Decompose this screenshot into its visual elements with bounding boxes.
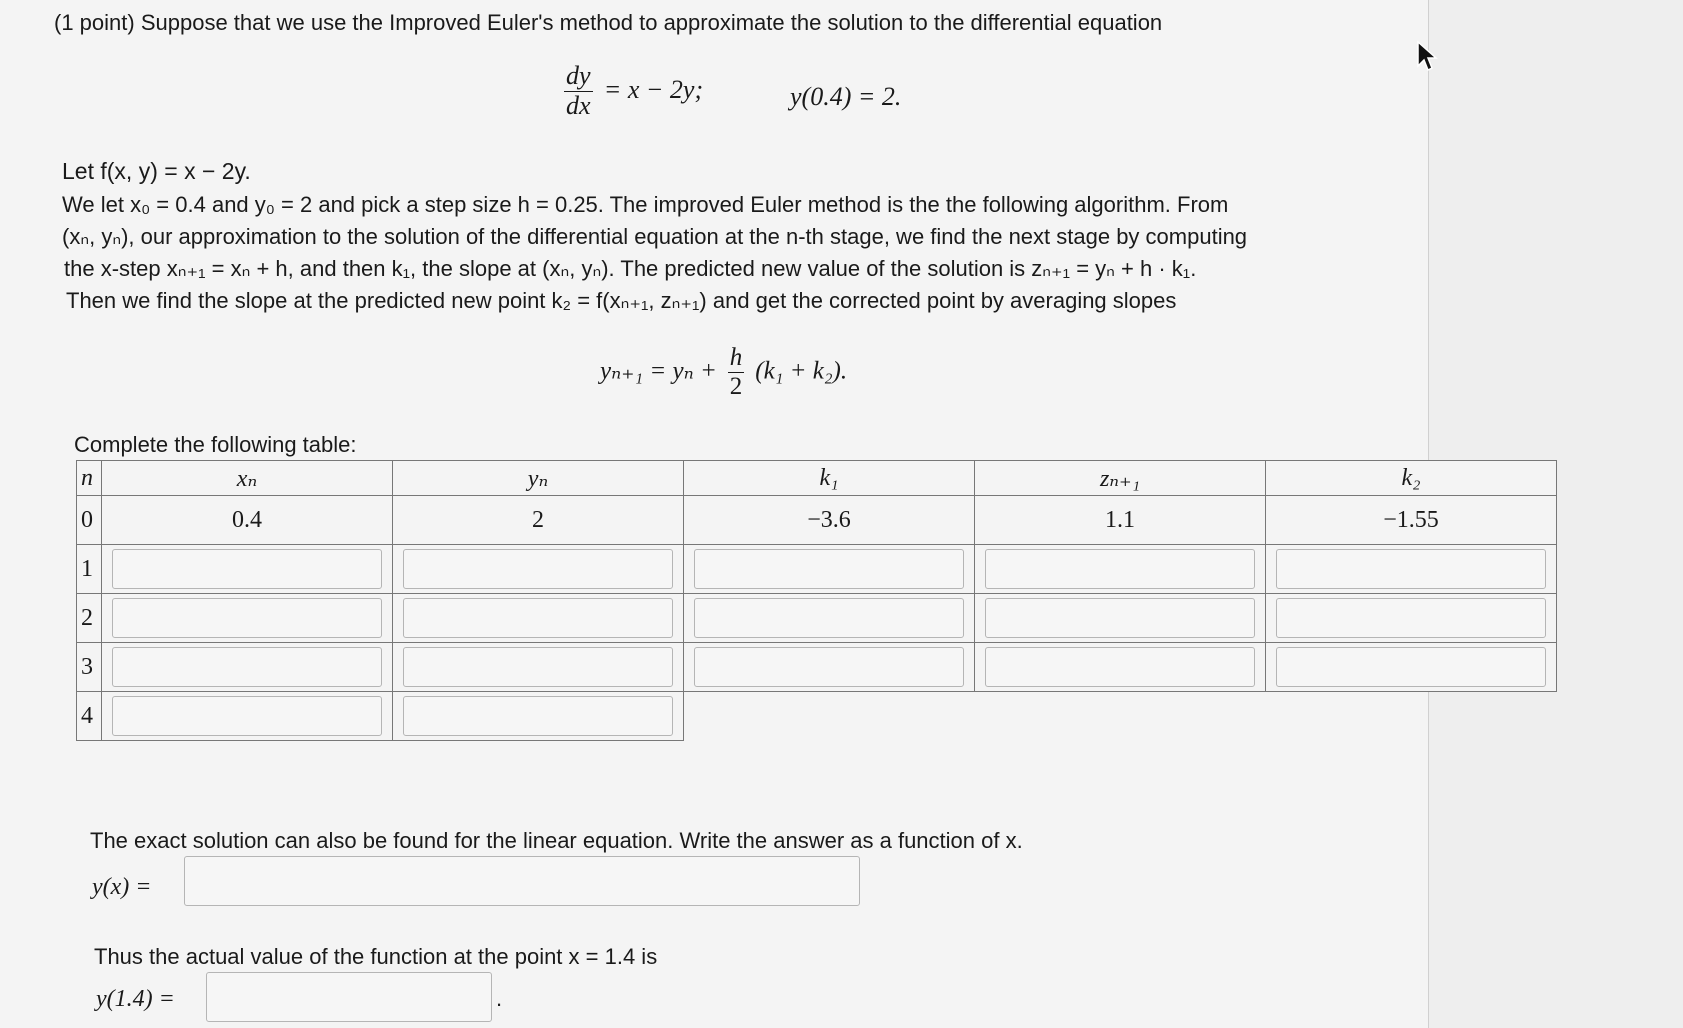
table-header-row	[77, 461, 1557, 496]
row-0-k2: −1.55	[1266, 496, 1557, 545]
row-0-yn: 2	[393, 496, 684, 545]
row-1-yn-input[interactable]	[403, 549, 673, 589]
row-4-yn-cell	[393, 692, 684, 741]
row-4-empty	[975, 692, 1266, 741]
table-row-2	[77, 594, 1557, 643]
row-1-xn-cell	[102, 545, 393, 594]
paragraph-line-4: Then we find the slope at the predicted new point k₂ = f(xₙ₊₁, zₙ₊₁) and get the corrected point by averaging slopes	[66, 288, 1177, 313]
row-3-k1-cell	[684, 643, 975, 692]
row-0-xn: 0.4	[102, 496, 393, 545]
row-2-k2-input[interactable]	[1276, 598, 1546, 638]
row-3-zn1-cell	[975, 643, 1266, 692]
update-lhs: yₙ₊₁ = yₙ +	[600, 357, 717, 385]
row-4-xn-input[interactable]	[112, 696, 382, 736]
euler-table	[76, 460, 1557, 741]
table-row-1	[77, 545, 1557, 594]
header-xn: xₙ	[102, 461, 393, 496]
differential-equation	[560, 62, 703, 120]
row-3-k2-input[interactable]	[1276, 647, 1546, 687]
exact-solution-label: y(x) =	[92, 874, 152, 900]
equation-rhs: = x − 2y;	[603, 74, 704, 104]
row-1-k1-input[interactable]	[694, 549, 964, 589]
header-k1: k₁	[684, 461, 975, 496]
row-3-yn-input[interactable]	[403, 647, 673, 687]
actual-value-input[interactable]	[206, 972, 492, 1022]
row-0-k1: −3.6	[684, 496, 975, 545]
row-3-k2-cell	[1266, 643, 1557, 692]
row-1-xn-input[interactable]	[112, 549, 382, 589]
row-1-k1-cell	[684, 545, 975, 594]
row-3-xn-input[interactable]	[112, 647, 382, 687]
exact-solution-prompt: The exact solution can also be found for the linear equation. Write the answer as a function of x.	[90, 828, 1023, 853]
update-rhs: (k₁ + k₂).	[755, 357, 848, 385]
row-2-yn-input[interactable]	[403, 598, 673, 638]
actual-value-prompt: Thus the actual value of the function at the point x = 1.4 is	[94, 944, 658, 969]
row-1-zn1-cell	[975, 545, 1266, 594]
row-2-k1-cell	[684, 594, 975, 643]
header-k2: k₂	[1266, 461, 1557, 496]
mouse-pointer-icon	[1416, 40, 1438, 72]
paragraph-line-1: We let x₀ = 0.4 and y₀ = 2 and pick a step size h = 0.25. The improved Euler method is the the following algorithm. From	[62, 192, 1229, 217]
row-1-n: 1	[77, 545, 102, 594]
table-row-4	[77, 692, 1557, 741]
row-4-empty	[1266, 692, 1557, 741]
h-over-2-fraction: $\frac{h}{2}$	[729, 344, 743, 400]
row-0-zn1: 1.1	[975, 496, 1266, 545]
header-zn1: zₙ₊₁	[975, 461, 1266, 496]
paragraph-line-2: (xₙ, yₙ), our approximation to the solution of the differential equation at the n-th stage, we find the next stage by computing	[62, 224, 1248, 249]
row-2-zn1-input[interactable]	[985, 598, 1255, 638]
table-row-0	[77, 496, 1557, 545]
row-4-xn-cell	[102, 692, 393, 741]
header-yn: yₙ	[393, 461, 684, 496]
points-label: (1 point)	[54, 10, 135, 35]
paragraph-line-3: the x-step xₙ₊₁ = xₙ + h, and then k₁, the slope at (xₙ, yₙ). The predicted new value of the solution is zₙ₊₁ = yₙ + h · k₁.	[64, 256, 1197, 281]
row-4-empty	[684, 692, 975, 741]
header-n: n	[77, 461, 102, 496]
row-3-k1-input[interactable]	[694, 647, 964, 687]
row-2-zn1-cell	[975, 594, 1266, 643]
initial-condition: y(0.4) = 2.	[790, 82, 902, 111]
row-1-zn1-input[interactable]	[985, 549, 1255, 589]
row-1-yn-cell	[393, 545, 684, 594]
dy-dx-fraction: $\frac{dy}{dx}$	[566, 61, 591, 120]
intro-text: Suppose that we use the Improved Euler's method to approximate the solution to the differential equation	[140, 10, 1163, 35]
row-2-xn-input[interactable]	[112, 598, 382, 638]
row-1-k2-input[interactable]	[1276, 549, 1546, 589]
row-3-yn-cell	[393, 643, 684, 692]
table-row-3	[77, 643, 1557, 692]
table-intro: Complete the following table:	[74, 432, 357, 457]
row-4-n: 4	[77, 692, 102, 741]
row-4-yn-input[interactable]	[403, 696, 673, 736]
row-2-k1-input[interactable]	[694, 598, 964, 638]
row-3-zn1-input[interactable]	[985, 647, 1255, 687]
row-2-yn-cell	[393, 594, 684, 643]
problem-intro	[54, 10, 1162, 36]
exact-solution-input[interactable]	[184, 856, 860, 906]
row-1-k2-cell	[1266, 545, 1557, 594]
row-2-n: 2	[77, 594, 102, 643]
row-0-n: 0	[77, 496, 102, 545]
actual-value-suffix: .	[496, 986, 503, 1011]
row-3-xn-cell	[102, 643, 393, 692]
let-f-line: Let f(x, y) = x − 2y.	[62, 158, 251, 184]
row-2-xn-cell	[102, 594, 393, 643]
row-2-k2-cell	[1266, 594, 1557, 643]
actual-value-label: y(1.4) =	[96, 986, 175, 1012]
row-3-n: 3	[77, 643, 102, 692]
update-formula	[600, 344, 847, 400]
